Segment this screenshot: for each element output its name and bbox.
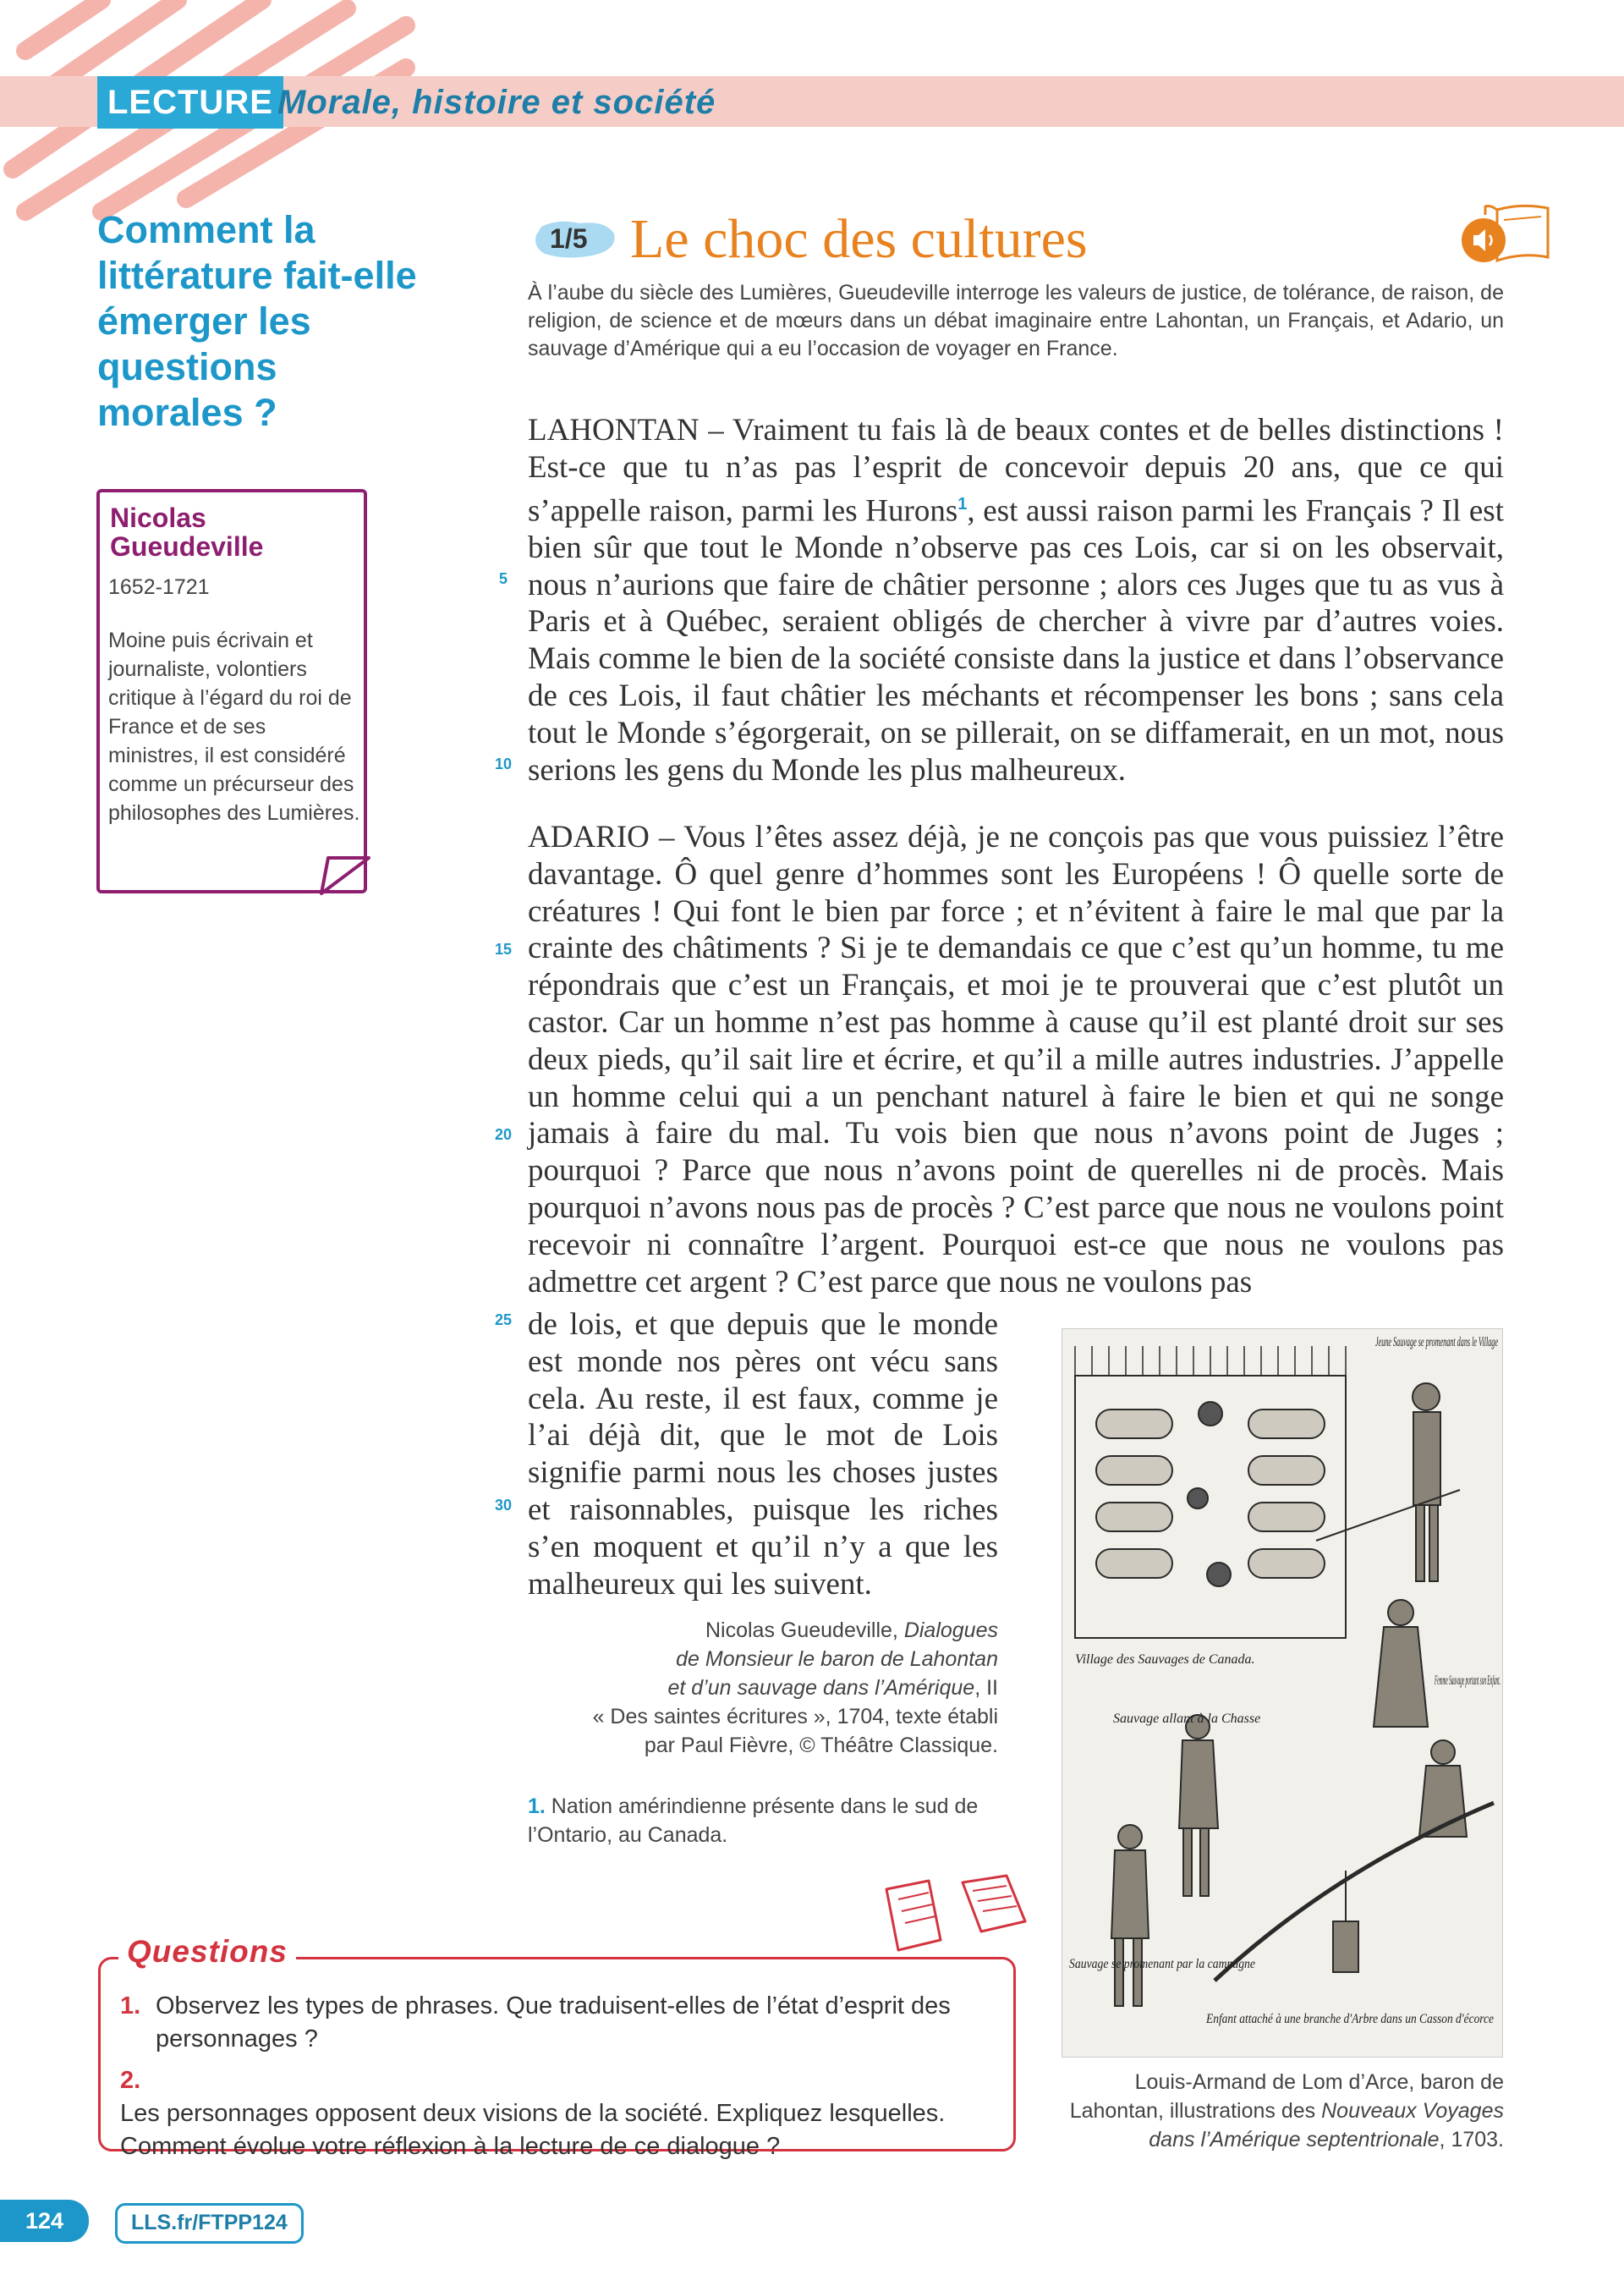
source-work-3: et d’un sauvage dans l’Amérique: [667, 1676, 975, 1700]
illus-label-child: Enfant attaché à une branche d'Arbre dans un Casson d'écorce: [1205, 2012, 1494, 2026]
question-number: 1.: [120, 1992, 141, 2019]
illus-label-top-right: Jeune Sauvage se promenant dans le Village: [1375, 1335, 1498, 1349]
line-number: 10: [494, 756, 513, 772]
footnote-ref[interactable]: 1: [957, 494, 968, 514]
illus-label-woman: Femme Sauvage portant son Enfant.: [1434, 1673, 1501, 1688]
line-number: 20: [494, 1126, 513, 1143]
source-volume: , II: [974, 1676, 998, 1700]
footnote-number: 1.: [528, 1794, 546, 1818]
passage-lahontan-part1: LAHONTAN – Vraiment tu fais là de beaux contes et de belles distinctions ! Est-ce que tu n’as pas l’esprit de concevoir depuis 20 ans, que ce qui s’appelle raison, parmi les Hurons: [528, 413, 1504, 528]
passage-lahontan-part2: , est aussi raison parmi les Français ? Il est bien sûr que tout le Monde n’observe pas ces Lois, car si on les observait, nous n’aurions que faire de châtier personne ; alors ces Juges que tu as vus à Paris et à Québec, seraient obligés de chercher à vivre par d’autres voies. Mais comme le bien de la société consiste dans la justice et dans l’observance de ces Lois, il faut châtier les méchants et récompenser les bons ; sans cela tout le Monde s’égorgerait, on se pillerait, on se diffamerait, en un mot, nous serions les gens du Monde les plus malheureux.: [528, 492, 1504, 788]
source-work-2: de Monsieur le baron de Lahontan: [676, 1647, 998, 1671]
caption-prefix: Louis-Armand de Lom d’Arce, baron de Lahontan, illustrations des: [1069, 2070, 1504, 2123]
historical-engraving: [1062, 1328, 1503, 2058]
question-item: [120, 2064, 1000, 2163]
page-title: Le choc des cultures: [630, 208, 1088, 270]
page-curl-icon: [320, 854, 370, 897]
source-work-1: Dialogues: [903, 1618, 998, 1642]
source-line-5: par Paul Fièvre, © Théâtre Classique.: [644, 1734, 998, 1757]
papers-icon: [880, 1874, 1032, 1959]
text-index: 1/5: [550, 223, 588, 254]
footnote-text: Nation amérindienne présente dans le sud de l’Ontario, au Canada.: [528, 1794, 979, 1847]
guiding-question: Comment la littérature fait-elle émerger les questions morales ?: [97, 208, 417, 434]
passage-adario-end: de lois, et que depuis que le monde est monde nos pères ont vécu sans cela. Au reste, il est faux, comme je l’ai déjà dit, que le mot de Lois signifie parmi nous les choses justes et raisonnables, puisque les riches s’en moquent et qu’il n’y a que les malheureux qui les suivent.: [528, 1307, 998, 1602]
question-text: Les personnages opposent deux visions de la société. Expliquez lesquelles. Comment évolue votre réflexion à la lecture de ce dialogue ?: [120, 2100, 946, 2160]
caption-suffix: , 1703.: [1439, 2128, 1504, 2151]
illus-label-village: Village des Sauvages de Canada.: [1075, 1652, 1255, 1667]
author-bio: Moine puis écrivain et journaliste, volontiers critique à l’égard du roi de France et de ses ministres, il est considéré comme un précurseur des philosophes des Lumières.: [108, 629, 360, 825]
question-text: Observez les types de phrases. Que traduisent-elles de l’état d’esprit des personnages ?: [156, 1992, 951, 2052]
line-number: 15: [494, 941, 513, 958]
illus-label-walker: Sauvage se promenant par la campagne: [1069, 1957, 1255, 1971]
source-line-4: « Des saintes écritures », 1704, texte établi: [592, 1705, 998, 1728]
illus-label-hunter: Sauvage allant à la Chasse: [1113, 1712, 1261, 1726]
section-label: LECTURE: [97, 76, 283, 129]
author-dates: 1652-1721: [108, 575, 210, 599]
section-subtitle: Morale, histoire et société: [277, 84, 716, 121]
source-author: Nicolas Gueudeville,: [705, 1618, 904, 1642]
question-item: [120, 1990, 1000, 2056]
intro-text: À l’aube du siècle des Lumières, Gueudeville interroge les valeurs de justice, de tolérance, de raison, de religion, de science et de mœurs dans un débat imaginaire entre Lahontan, un Français, et Adario, un sauvage d’Amérique qui a eu l’occasion de voyager en France.: [528, 281, 1504, 360]
line-number: 30: [494, 1497, 513, 1514]
source-citation: [533, 1616, 998, 1760]
question-number: 2.: [120, 2067, 141, 2094]
author-name: Nicolas Gueudeville: [110, 503, 264, 562]
questions-title: Questions: [118, 1932, 296, 1971]
resource-link[interactable]: LLS.fr/FTPP124: [115, 2203, 304, 2244]
page-number: 124: [0, 2200, 89, 2242]
line-number: 5: [498, 570, 508, 587]
line-number: 25: [494, 1311, 513, 1328]
passage-adario: ADARIO – Vous l’êtes assez déjà, je ne conçois pas que vous puissiez l’être davantage. Ô quel genre d’hommes sont les Européens ! Ô quelle sorte de créatures ! Qui font le bien par force ; et n’évitent à faire le mal que par la crainte des châtiments ? Si je te demandais ce que c’est qu’un homme, tu me répondrais que c’est un Français, et moi je te prouverai que c’est plutôt un castor. Car un homme n’est pas homme à cause qu’il est planté droit sur ses deux pieds, qu’il sait lire et écrire, et qu’il a mille autres industries. J’appelle un homme celui qui a un penchant naturel à faire le bien et qui ne songe jamais à faire du mal. Tu vois bien que nous n’avons point de Juges ; pourquoi ? Parce que nous n’avons point de querelles ni de procès. Mais pourquoi n’avons nous pas de procès ? C’est parce que nous ne voulons point recevoir ni connaître l’argent. Pourquoi est-ce que nous ne voulons pas admettre cet argent ? C’est parce que nous ne voulons pas: [528, 820, 1504, 1300]
illustration-caption: [1040, 2068, 1504, 2154]
caption-work: Nouveaux Voyages dans l’Amérique septentrionale: [1149, 2099, 1504, 2151]
passage-lahontan: [528, 412, 1504, 789]
footnote: [528, 1792, 998, 1849]
audio-book-icon[interactable]: [1453, 201, 1555, 269]
